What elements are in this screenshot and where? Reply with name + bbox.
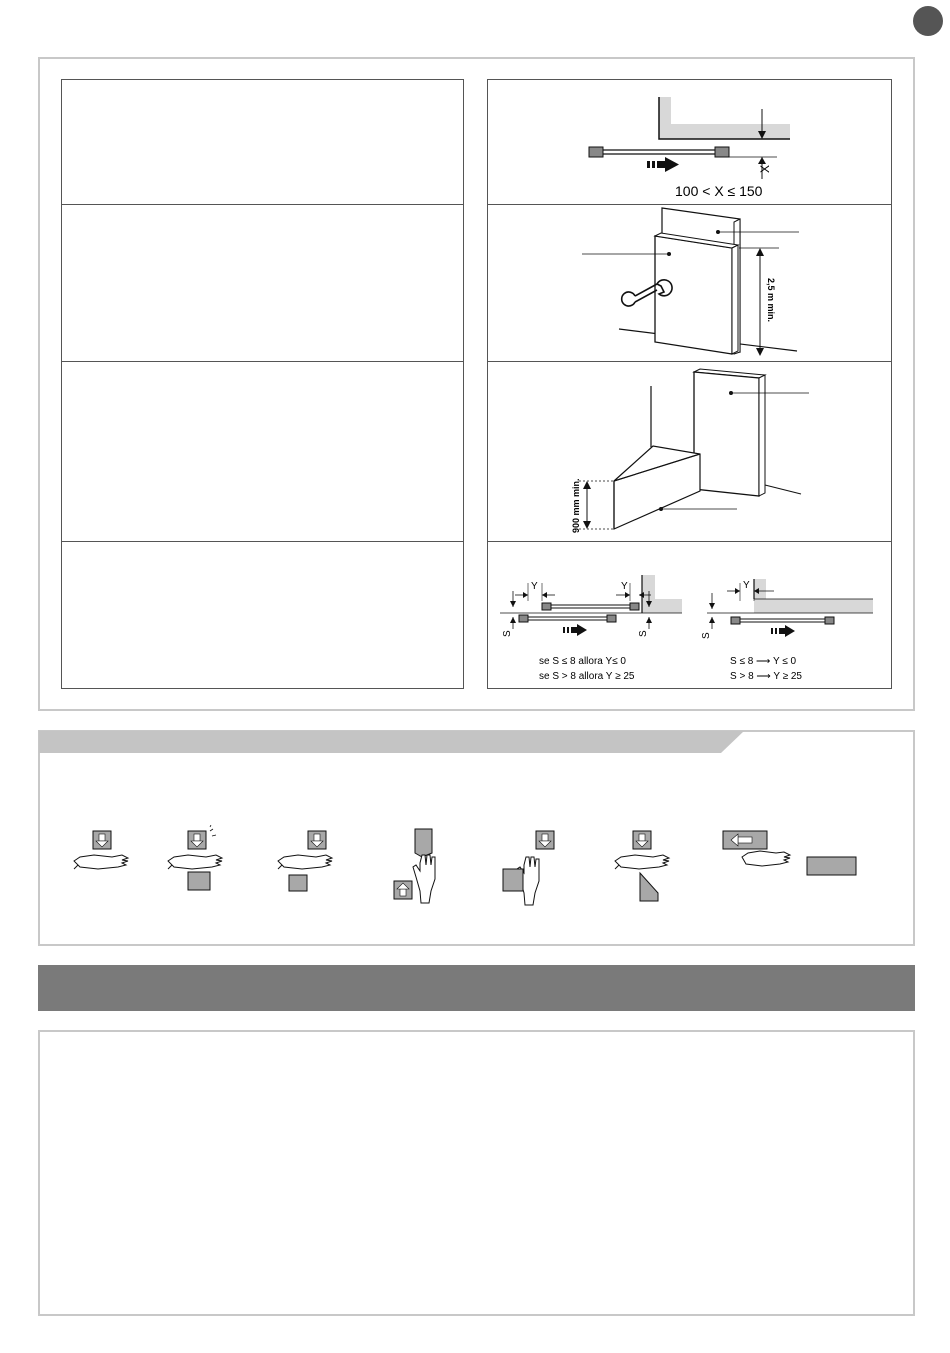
direction-arrow-icon	[771, 625, 795, 637]
diagram-height-min	[487, 204, 892, 362]
diagram-base-min	[487, 361, 892, 542]
left-rule-2: se S > 8 allora Y ≥ 25	[539, 671, 635, 682]
direction-arrow-icon	[647, 157, 679, 172]
hazard-banner	[39, 731, 744, 753]
formula-text: 100 < X ≤ 150	[675, 183, 763, 199]
table-cell-left-3	[61, 361, 464, 542]
hand-draw-in-icon	[723, 831, 856, 875]
left-s2-label: S	[638, 630, 649, 637]
right-rule-2: S > 8 ⟶ Y ≥ 25	[730, 671, 802, 682]
left-y1-label: Y	[531, 581, 538, 592]
hand-wedge-icon	[615, 831, 669, 901]
dim-base-label: 900 mm min.	[571, 478, 581, 533]
table-cell-left-1	[61, 79, 464, 205]
page-marker	[913, 6, 943, 36]
hand-shear-icon	[278, 831, 332, 891]
right-rule-1: S ≤ 8 ⟶ Y ≤ 0	[730, 656, 797, 667]
hazard-pictograms-row	[60, 825, 880, 915]
table-cell-left-4	[61, 541, 464, 689]
dim-x-label: X	[758, 164, 772, 173]
content-frame-bottom	[38, 1030, 915, 1316]
dim-height-label: 2,5 m min.	[766, 278, 776, 323]
diagram-overlap-rules	[487, 541, 892, 689]
diagram-clearance-x	[487, 79, 892, 205]
right-y-label: Y	[743, 580, 750, 591]
direction-arrow-icon	[563, 624, 587, 636]
hand-pinch-up-icon	[394, 829, 435, 903]
left-y2-label: Y	[621, 581, 628, 592]
right-s-label: S	[701, 632, 712, 639]
hand-crush-icon	[74, 831, 128, 869]
hand-crush-impact-icon	[168, 825, 222, 890]
left-s1-label: S	[502, 630, 513, 637]
left-rule-1: se S ≤ 8 allora Y≤ 0	[539, 656, 626, 667]
hand-pinch-icon	[503, 831, 554, 905]
table-cell-left-2	[61, 204, 464, 362]
section-header-bar	[38, 965, 915, 1011]
